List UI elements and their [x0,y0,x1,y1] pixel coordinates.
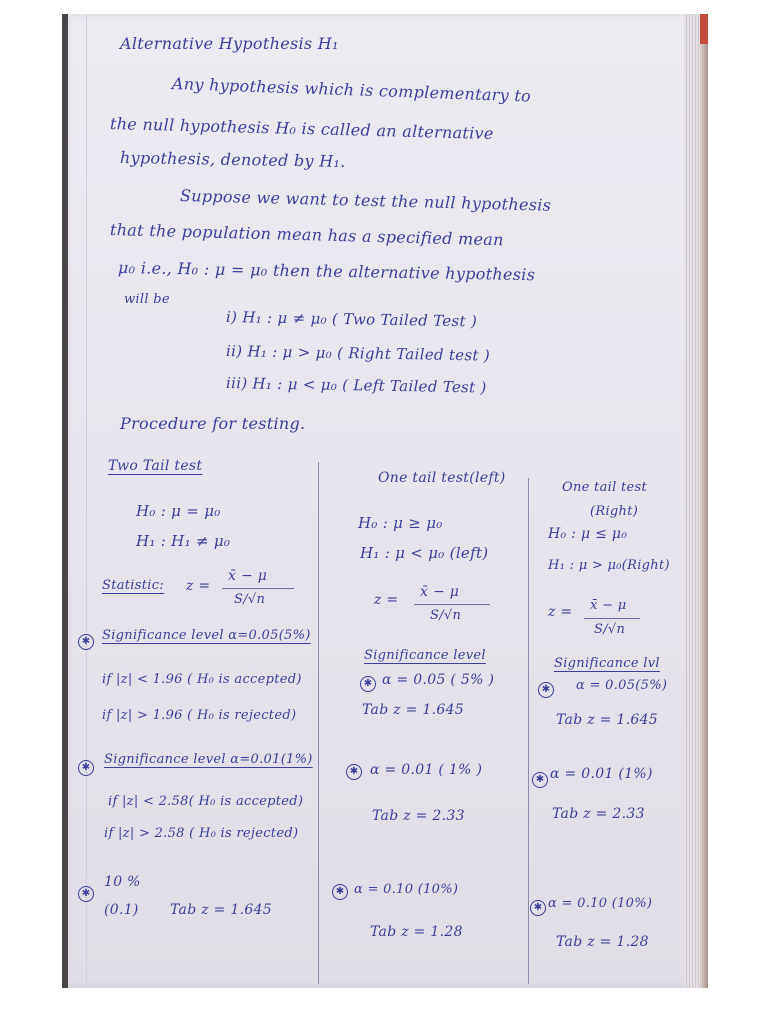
left-tail-h0: H₀ : μ ≥ μ₀ [358,514,443,532]
alternative-right-tailed: ii) H₁ : μ > μ₀ ( Right Tailed test ) [225,342,491,365]
heading-alternative-hypothesis: Alternative Hypothesis H₁ [120,34,339,53]
right-tail-fraction-bar [584,618,640,619]
two-tail-statistic-label: Statistic: [102,578,164,593]
two-tail-ten-percent: 10 % [104,874,141,890]
star-marker-icon: ✱ [530,900,546,916]
star-marker-icon: ✱ [78,634,94,650]
suppose-line-4: will be [124,292,170,307]
alternative-two-tailed: i) H₁ : μ ≠ μ₀ ( Two Tailed Test ) [225,308,478,331]
right-tail-h0: H₀ : μ ≤ μ₀ [548,526,628,542]
right-tail-alpha-005: α = 0.05(5%) [576,678,668,693]
star-marker-icon: ✱ [360,676,376,692]
definition-line-1: Any hypothesis which is complementary to [171,74,532,106]
two-tail-accept-005: if |z| < 1.96 ( H₀ is accepted) [102,672,302,687]
right-tail-significance: Significance lvl [554,656,660,671]
two-tail-significance-001: Significance level α=0.01(1%) [104,752,313,767]
right-tail-alpha-010: α = 0.10 (10%) [548,896,653,911]
right-tail-title: One tail test [562,480,647,495]
two-tail-z-denominator: S/√n [234,592,266,607]
star-marker-icon: ✱ [532,772,548,788]
two-tail-significance-005: Significance level α=0.05(5%) [102,628,311,643]
star-marker-icon: ✱ [538,682,554,698]
alternative-left-tailed: iii) H₁ : μ < μ₀ ( Left Tailed Test ) [225,374,487,397]
notebook-page-edges [684,14,700,988]
left-tail-tab-z-005: Tab z = 1.645 [362,702,464,718]
star-marker-icon: ✱ [78,760,94,776]
definition-line-2: the null hypothesis H₀ is called an alternative [109,114,494,144]
star-marker-icon: ✱ [78,886,94,902]
two-tail-tab-z-010: Tab z = 1.645 [170,902,272,918]
definition-line-3: hypothesis, denoted by H₁. [119,148,346,171]
left-tail-z-lhs: z = [374,592,399,608]
page-margin-line [86,14,87,988]
left-tail-z-denominator: S/√n [430,608,462,623]
right-tail-z-lhs: z = [548,604,573,620]
two-tail-h1: H₁ : H₁ ≠ μ₀ [136,532,231,550]
column-divider-1 [318,462,319,984]
right-tail-z-numerator: x̄ − μ [590,598,627,613]
suppose-line-3: μ₀ i.e., H₀ : μ = μ₀ then the alternative hypothesis [117,258,536,285]
two-tail-reject-005: if |z| > 1.96 ( H₀ is rejected) [102,708,297,723]
right-tail-h1: H₁ : μ > μ₀(Right) [548,558,670,573]
right-tail-z-denominator: S/√n [594,622,626,637]
two-tail-fraction-bar [222,588,294,589]
right-tail-title-2: (Right) [590,504,639,519]
left-tail-significance: Significance level [364,648,486,663]
left-tail-z-numerator: x̄ − μ [420,584,460,600]
left-tail-alpha-001: α = 0.01 ( 1% ) [370,762,483,778]
right-tail-tab-z-010: Tab z = 1.28 [556,934,649,950]
left-tail-tab-z-001: Tab z = 2.33 [372,808,465,824]
left-tail-fraction-bar [414,604,490,605]
suppose-line-1: Suppose we want to test the null hypothesis [179,186,552,215]
column-divider-2 [528,478,529,984]
two-tail-accept-001: if |z| < 2.58( H₀ is accepted) [108,794,304,809]
two-tail-reject-001: if |z| > 2.58 ( H₀ is rejected) [104,826,299,841]
right-tail-tab-z-001: Tab z = 2.33 [552,806,645,822]
left-tail-tab-z-010: Tab z = 1.28 [370,924,463,940]
two-tail-h0: H₀ : μ = μ₀ [136,502,221,520]
left-tail-alpha-005: α = 0.05 ( 5% ) [382,672,495,688]
right-tail-tab-z-005: Tab z = 1.645 [556,712,658,728]
star-marker-icon: ✱ [332,884,348,900]
suppose-line-2: that the population mean has a specified mean [109,220,505,250]
two-tail-title: Two Tail test [108,458,203,474]
right-tail-alpha-001: α = 0.01 (1%) [550,766,653,782]
two-tail-ten-decimal: (0.1) [104,902,139,918]
two-tail-z-numerator: x̄ − μ [228,568,268,584]
left-tail-title: One tail test(left) [378,470,506,486]
left-tail-h1: H₁ : μ < μ₀ (left) [360,544,489,562]
two-tail-z-lhs: z = [186,578,211,594]
left-tail-alpha-010: α = 0.10 (10%) [354,882,459,897]
procedure-heading: Procedure for testing. [120,414,306,433]
star-marker-icon: ✱ [346,764,362,780]
background-accent [700,14,708,44]
